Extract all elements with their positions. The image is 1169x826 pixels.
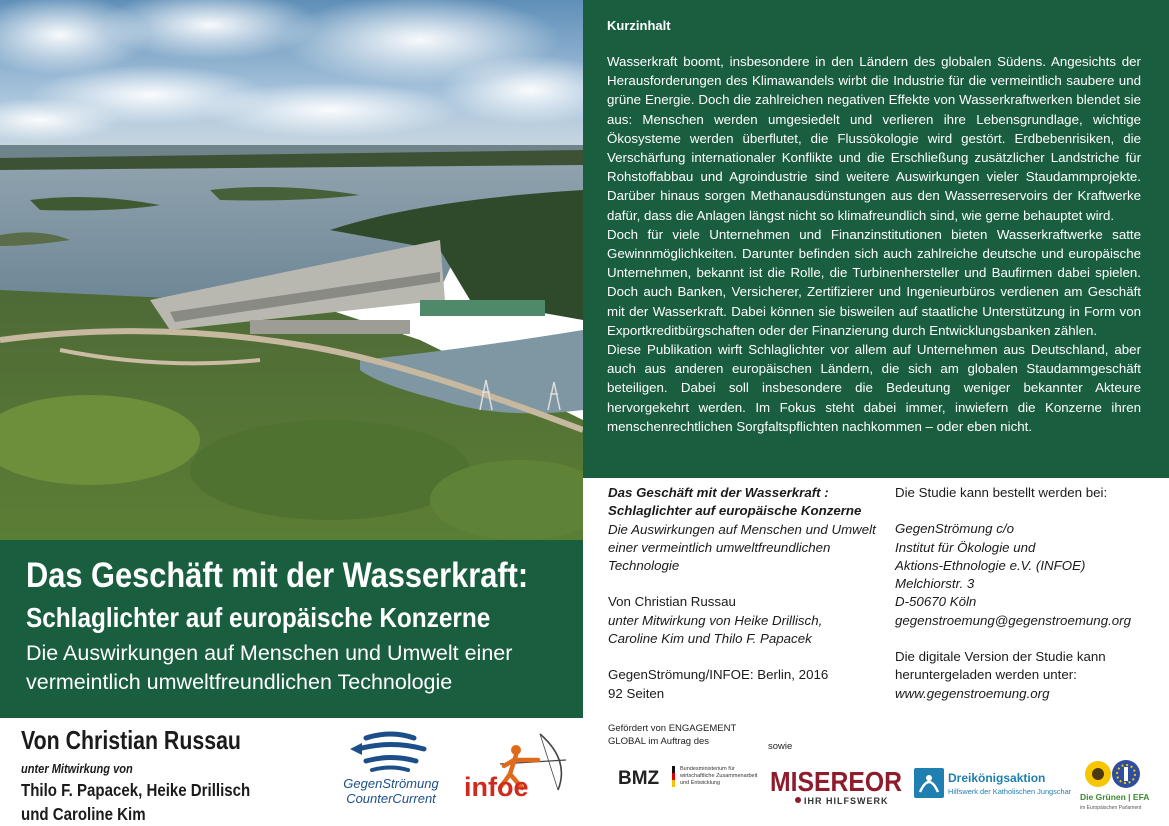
main-title: Das Geschäft mit der Wasserkraft: <box>26 556 529 595</box>
summary-panel <box>583 0 1169 478</box>
coauthors: Thilo F. Papacek, Heike Drillisch und Caroline Kim <box>21 780 251 824</box>
summary-paragraph-3: Diese Publikation wirft Schlaglichter vor allem auf Unternehmen aus Deutschland, aber auch aus anderen europäischen Ländern, die sich am globalen Staudammgeschäft beteiligen. Dabei soll insbesondere die Bedeutung weniger bekannter Akteure hervorgekehrt werden. Im Fokus steht dabei immer, inwiefern die Konzerne ihren menschenrechtlichen Sorgfaltspflichten nachkommen – oder eben nicht. <box>607 342 1141 434</box>
bmz-ministry-name: Bundesministerium für wirtschaftliche Zusammenarbeit und Entwicklung <box>680 766 758 786</box>
digital-version-note: Die digitale Version der Studie kann heruntergeladen werden unter: <box>895 649 1106 683</box>
bmz-logo <box>618 762 766 792</box>
infoe-logo <box>460 730 580 806</box>
eu-stars-icon <box>1112 760 1140 788</box>
title-block <box>0 540 583 718</box>
gs-logo-line1: GegenStrömung <box>343 776 439 791</box>
infoe-wordmark: infoe <box>464 772 529 802</box>
wave-arrows-icon <box>336 728 446 774</box>
book-author: Von Christian Russau <box>608 594 736 610</box>
book-subtitle: Die Auswirkungen auf Menschen und Umwelt einer vermeintlich umweltfreundlichen Technologie <box>608 521 876 574</box>
order-address-2: Institut für Ökologie und <box>895 539 1036 555</box>
order-address-3: Aktions-Ethnologie e.V. (INFOE) <box>895 557 1086 573</box>
download-url[interactable]: www.gegenstroemung.org <box>895 685 1050 701</box>
funding-note <box>608 722 736 748</box>
funding-line-2: GLOBAL im Auftrag des <box>608 736 710 747</box>
misereor-wordmark: MISEREOR <box>770 766 902 797</box>
author-mitwirkung-label: unter Mitwirkung von <box>21 761 133 776</box>
book-title-line2: Schlaglichter auf europäische Konzerne <box>608 503 862 519</box>
gruene-subtitle: im Europäischen Parlament <box>1080 805 1142 811</box>
funding-line-1: Gefördert von ENGAGEMENT <box>608 723 737 734</box>
flag-icon <box>672 766 675 773</box>
cover-photo <box>0 0 583 540</box>
book-pages: 92 Seiten <box>608 685 665 701</box>
order-address-1: GegenStrömung c/o <box>895 521 1015 537</box>
bmz-wordmark: BMZ <box>618 768 660 789</box>
sunflower-icon <box>1085 761 1111 787</box>
order-info <box>895 484 1165 703</box>
misereor-tagline: IHR HILFSWERK <box>804 796 889 806</box>
dreikoenigsaktion-logo <box>914 768 1074 802</box>
order-email[interactable]: gegenstroemung@gegenstroemung.org <box>895 612 1132 628</box>
gruene-title: Die Grünen | EFA <box>1080 792 1150 802</box>
book-publisher: GegenStrömung/INFOE: Berlin, 2016 <box>608 667 829 683</box>
order-intro: Die Studie kann bestellt werden bei: <box>895 485 1108 500</box>
book-info <box>608 484 883 703</box>
book-mitwirkung-2: Caroline Kim und Thilo F. Papacek <box>608 631 812 647</box>
book-mitwirkung-1: unter Mitwirkung von Heike Drillisch, <box>608 612 823 628</box>
author-name: Von Christian Russau <box>21 725 241 755</box>
summary-paragraph-1: Wasserkraft boomt, insbesondere in den Ländern des globalen Südens. Angesichts der Herausforderungen des Klimawandels wirbt die Industrie für die vermeintlich saubere und grüne Energie. Doch die zahlreichen negativen Effekte von Wasserkraftwerken blendet sie aus: Menschen werden umgesiedelt und verlieren ihre Lebensgrundlage, wichtige Ökosysteme werden überflutet, die Flussökologie wird gestört. Erdbebenrisiken, die Verschärfung internationaler Konflikte und die Erschließung zusätzlicher Landstriche für Rohstoffabbau und Agroindustrie sind weitere Auswirkungen vieler Staudammprojekte. Darüber hinaus sorgen Methanausdünstungen aus den Wasserreservoirs der Kraftwerke dafür, dass die Anlagen längst nicht so klimafreundlich sind, wie gerne behauptet wird. <box>607 54 1141 223</box>
gegenstroemung-logo <box>336 728 446 810</box>
summary-heading: Kurzinhalt <box>607 18 671 33</box>
order-address-4: Melchiorstr. 3 <box>895 576 975 592</box>
gs-logo-line2: CounterCurrent <box>346 791 436 806</box>
dka-subtitle: Hilfswerk der Katholischen Jungschar <box>948 787 1072 796</box>
funding-sowie: sowie <box>768 741 793 752</box>
book-title-line1: Das Geschäft mit der Wasserkraft : <box>608 485 829 500</box>
summary-paragraph-2: Doch für viele Unternehmen und Finanzinstitutionen bieten Wasserkraftwerke satte Gewinnmöglichkeiten. Darunter befinden sich auch zahlreiche deutsche und europäische Unternehmen, bekannt ist die Rolle, die Turbinenhersteller und Baufirmen dabei spielen. Doch auch Banken, Versicherer, Zertifizierer und Ingenieurbüros verdienen am Geschäft mit der Wasserkraft. Dabei können sie bisweilen auf staatliche Unterstützung in Form von Exportkreditbürgschaften oder der Finanzierung durch Entwicklungsbanken zählen. <box>607 226 1141 338</box>
tagline: Die Auswirkungen auf Menschen und Umwelt einer vermeintlich umweltfreundlichen Technologie <box>26 641 513 694</box>
dka-title: Dreikönigsaktion <box>948 771 1046 785</box>
misereor-logo <box>770 764 905 808</box>
order-address-5: D-50670 Köln <box>895 594 977 610</box>
gruene-efa-logo <box>1078 756 1164 816</box>
subtitle: Schlaglichter auf europäische Konzerne <box>26 602 491 633</box>
